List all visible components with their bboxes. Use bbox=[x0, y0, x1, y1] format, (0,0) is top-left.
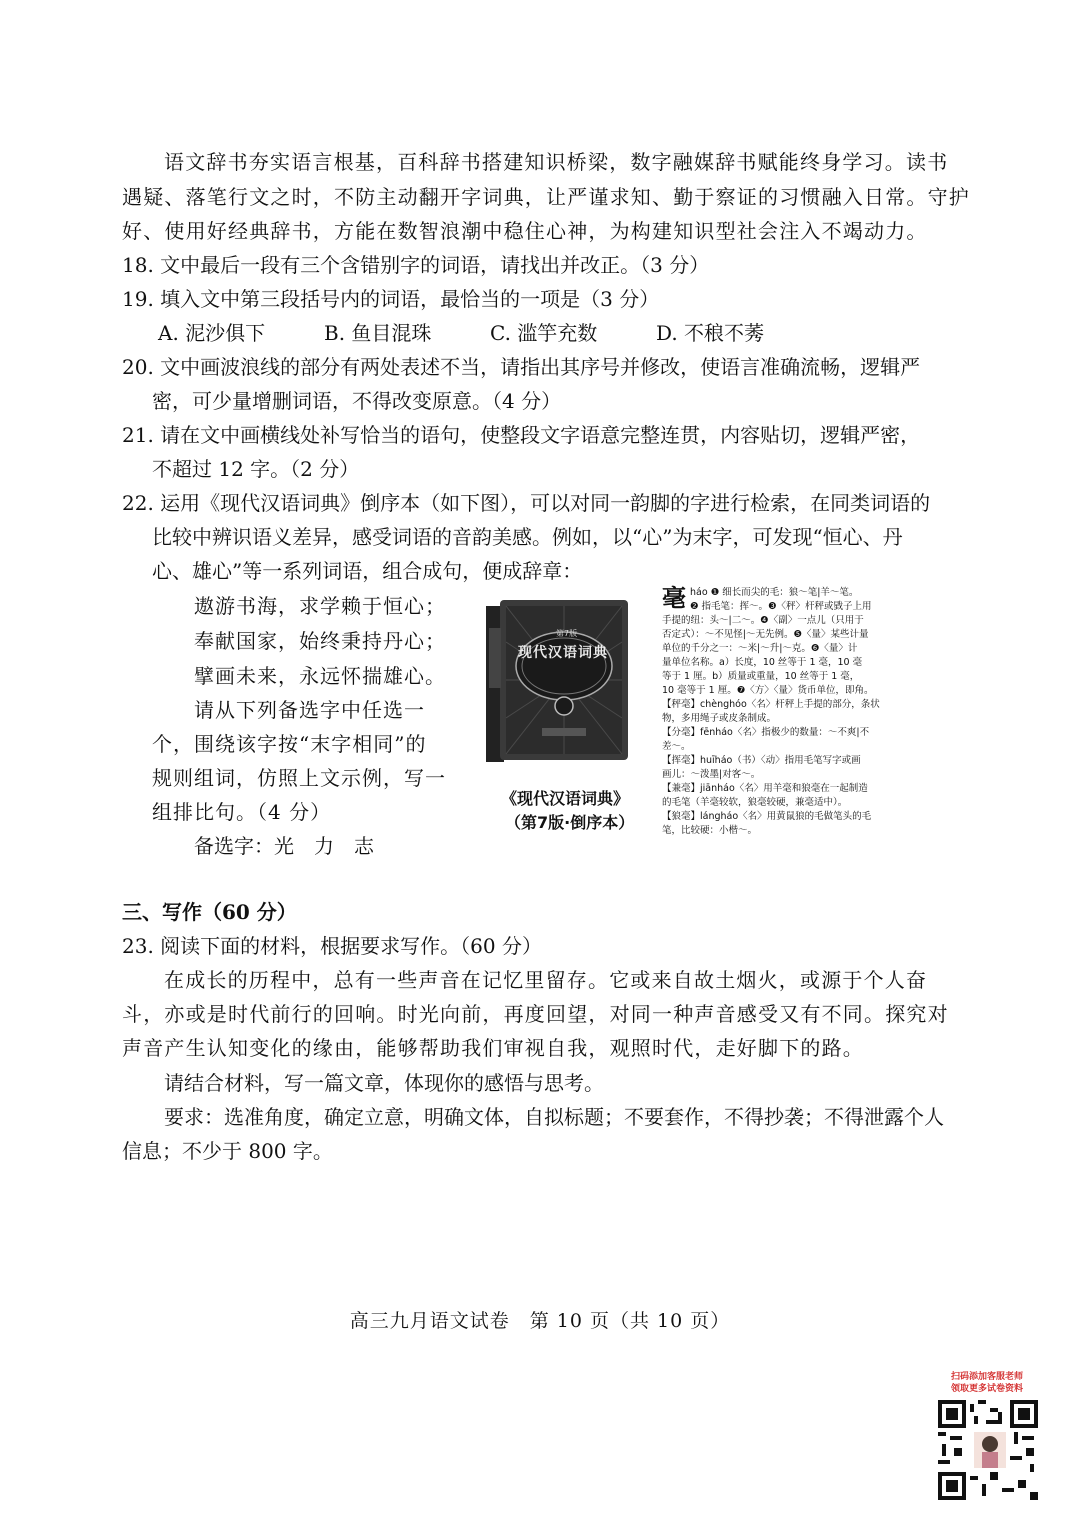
entry-line: 【挥毫】huīháo（书）〈动〉指用毛笔写字或画 bbox=[662, 755, 861, 766]
question-20-line-2: 密，可少量增删词语，不得改变原意。（4 分） bbox=[152, 389, 562, 413]
entry-lines bbox=[662, 586, 912, 838]
qr-code-badge bbox=[934, 1372, 1040, 1504]
entry-line: 量单位名称。a）长度，10 丝等于 1 毫，10 毫 bbox=[662, 657, 863, 668]
figure-caption-line-2: （第7版·倒序本） bbox=[505, 813, 635, 832]
task-line-2: 个，围绕该字按“末字相同”的 bbox=[152, 732, 427, 756]
writing-requirement-line-2: 信息；不少于 800 字。 bbox=[122, 1139, 333, 1163]
question-22-line-3: 心、雄心”等一系列词语，组合成句，便成辞章： bbox=[152, 559, 583, 583]
entry-line: 否定式）：～不见怪|～无先例。❺〈量〉某些计量 bbox=[662, 629, 869, 640]
entry-line: háo ❶ 细长而尖的毛：狼～笔|羊～笔。 bbox=[690, 587, 859, 598]
writing-section-title: 三、写作（60 分） bbox=[122, 900, 297, 924]
q19-option-a: A. 泥沙俱下 bbox=[158, 321, 266, 345]
entry-line: ❷ 指毛笔：挥～。❸〈秤〉杆秤或戥子上用 bbox=[690, 601, 872, 612]
qr-code-icon bbox=[938, 1400, 1038, 1500]
passage-line-3: 好、使用好经典辞书，方能在数智浪潮中稳住心神，为构建知识型社会注入不竭动力。 bbox=[122, 219, 928, 243]
question-22-line-2: 比较中辨识语义差异，感受词语的音韵美感。例如，以“心”为末字，可发现“恒心、丹 bbox=[152, 525, 903, 549]
question-23: 23. 阅读下面的材料，根据要求写作。（60 分） bbox=[122, 934, 542, 958]
example-line-2: 奉献国家，始终秉持丹心； bbox=[194, 629, 446, 653]
dictionary-entry-excerpt bbox=[662, 586, 912, 836]
q19-option-b: B. 鱼目混珠 bbox=[324, 321, 432, 345]
qr-title-line-1: 扫码添加客服老师 bbox=[950, 1372, 1023, 1382]
question-18: 18. 文中最后一段有三个含错别字的词语，请找出并改正。（3 分） bbox=[122, 253, 710, 277]
q19-option-d: D. 不稂不莠 bbox=[656, 321, 765, 345]
entry-line: 等于 1 厘。b）质量或重量，10 丝等于 1 毫， bbox=[662, 671, 860, 682]
example-line-1: 遨游书海，求学赖于恒心； bbox=[194, 594, 446, 618]
page-footer: 高三九月语文试卷 第 10 页（共 10 页） bbox=[349, 1310, 731, 1332]
entry-line: 物，多用绳子或皮条制成。 bbox=[662, 713, 777, 724]
material-line-1: 在成长的历程中，总有一些声音在记忆里留存。它或来自故土烟火，或源于个人奋 bbox=[164, 968, 928, 992]
question-21-line-1: 21. 请在文中画横线处补写恰当的语句，使整段文字语意完整连贯，内容贴切，逻辑严密， bbox=[122, 423, 921, 447]
q19-option-c: C. 滥竽充数 bbox=[490, 321, 598, 345]
example-line-3: 擘画未来，永远怀揣雄心。 bbox=[194, 664, 446, 688]
task-line-1: 请从下列备选字中任选一 bbox=[194, 698, 425, 722]
writing-instruction: 请结合材料，写一篇文章，体现你的感悟与思考。 bbox=[164, 1071, 604, 1095]
passage-line-1: 语文辞书夯实语言根基，百科辞书搭建知识桥梁，数字融媒辞书赋能终身学习。读书 bbox=[164, 150, 949, 174]
entry-head-character: 毫 bbox=[662, 584, 686, 612]
writing-requirement-line-1: 要求：选准角度，确定立意，明确文体，自拟标题；不要套作，不得抄袭；不得泄露个人 bbox=[164, 1105, 944, 1129]
qr-title-line-2: 领取更多试卷资料 bbox=[950, 1384, 1023, 1394]
entry-line: 【兼毫】jiānháo〈名〉用羊毫和狼毫在一起制造 bbox=[662, 783, 868, 794]
entry-line: 【秤毫】chènghóo〈名〉杆秤上手提的部分，条状 bbox=[662, 699, 880, 710]
question-21-line-2: 不超过 12 字。（2 分） bbox=[152, 457, 360, 481]
entry-line: 单位的千分之一：～米|～升|～克。❻〈量〉计 bbox=[662, 643, 858, 654]
entry-line: 画儿：～泼墨|对客～。 bbox=[662, 769, 761, 780]
task-line-4: 组排比句。（4 分） bbox=[152, 800, 332, 824]
entry-line: 10 毫等于 1 厘。❼〈方〉〈量〉货币单位，即角。 bbox=[662, 685, 874, 696]
task-line-3: 规则组词，仿照上文示例，写一 bbox=[152, 766, 446, 790]
material-line-3: 声音产生认知变化的缘由，能够帮助我们审视自我，观照时代，走好脚下的路。 bbox=[122, 1036, 864, 1060]
book-cover-edition: 第7版 bbox=[556, 629, 578, 638]
question-22-line-1: 22. 运用《现代汉语词典》倒序本（如下图），可以对同一韵脚的字进行检索，在同类词语的 bbox=[122, 491, 931, 515]
passage-line-2: 遇疑、落笔行文之时，不防主动翻开字词典，让严谨求知、勤于察证的习惯融入日常。守护 bbox=[122, 185, 970, 209]
dictionary-book-image bbox=[484, 598, 632, 766]
entry-line: 手提的纽：头～|二～。❹〈副〉一点儿（只用于 bbox=[662, 615, 864, 626]
entry-line: 笔，比较硬：小楷～。 bbox=[662, 825, 758, 836]
entry-line: 【分毫】fēnháo〈名〉指极少的数量：～不爽|不 bbox=[662, 727, 870, 738]
question-19: 19. 填入文中第三段括号内的词语，最恰当的一项是（3 分） bbox=[122, 287, 660, 311]
question-20-line-1: 20. 文中画波浪线的部分有两处表述不当，请指出其序号并修改，使语言准确流畅，逻辑严 bbox=[122, 355, 921, 379]
figure-caption-line-1: 《现代汉语词典》 bbox=[501, 789, 630, 808]
entry-line: 的毛笔（羊毫较软，狼毫较硬，兼毫适中）。 bbox=[662, 797, 848, 808]
book-cover-title: 现代汉语词典 bbox=[518, 645, 608, 661]
entry-line: 差～。 bbox=[662, 741, 691, 752]
candidate-characters: 备选字：光 力 志 bbox=[194, 834, 374, 858]
entry-line: 【狼毫】lángháo〈名〉用黄鼠狼的毛做笔头的毛 bbox=[662, 811, 872, 822]
material-line-2: 斗，亦或是时代前行的回响。时光向前，再度回望，对同一种声音感受又有不同。探究对 bbox=[122, 1002, 949, 1026]
